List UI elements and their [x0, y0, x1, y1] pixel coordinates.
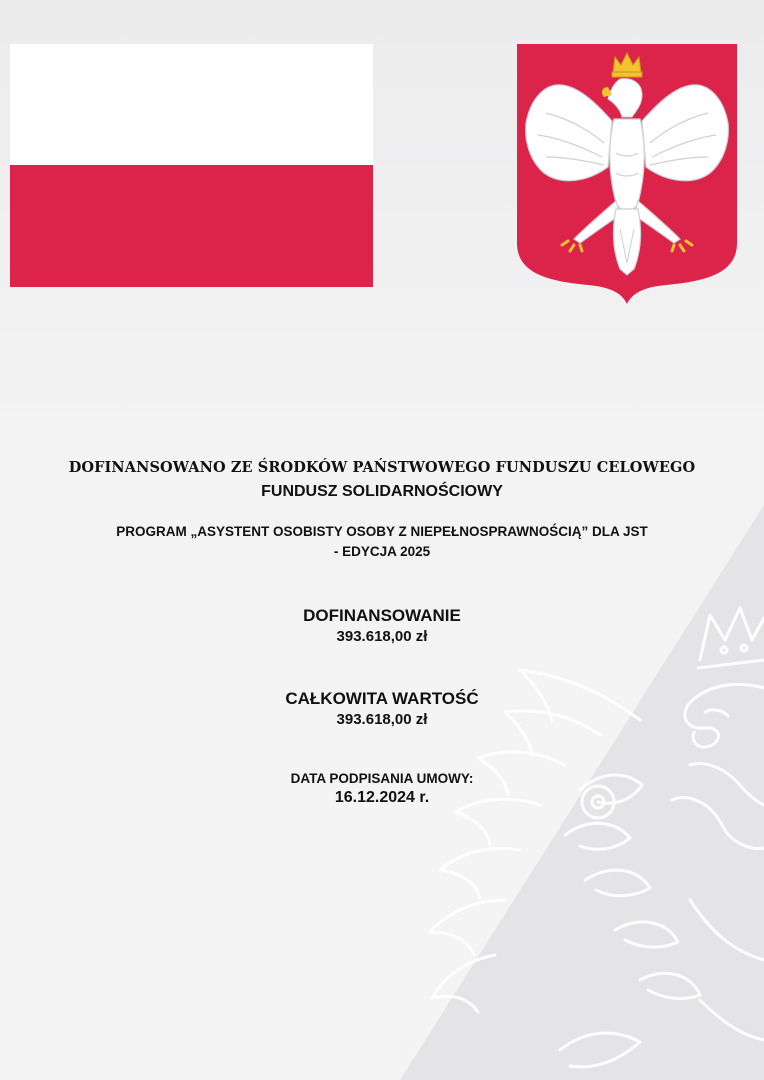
total-value-amount: 393.618,00 zł: [336, 711, 428, 728]
funding-label: DOFINANSOWANIE: [303, 606, 461, 625]
flag-red-stripe: [10, 165, 373, 287]
program-title: [0, 522, 764, 562]
total-value-label: CAŁKOWITA WARTOŚĆ: [285, 689, 479, 708]
poland-flag-icon: [10, 44, 373, 287]
signing-date-value: 16.12.2024 r.: [334, 789, 430, 806]
program-title-line1: PROGRAM „ASYSTENT OSOBISTY OSOBY Z NIEPEŁNOSPRAWNOŚCIĄ” DLA JST: [116, 524, 648, 539]
fund-name: FUNDUSZ SOLIDARNOŚCIOWY: [261, 483, 503, 500]
funding-source-heading: DOFINANSOWANO ZE ŚRODKÓW PAŃSTWOWEGO FUNDUSZU CELOWEGO: [68, 459, 696, 476]
signing-date-label: DATA PODPISANIA UMOWY:: [290, 771, 474, 786]
program-title-line2: - EDYCJA 2025: [333, 544, 431, 559]
flag-white-stripe: [10, 44, 373, 165]
funding-amount: 393.618,00 zł: [336, 628, 428, 645]
white-eagle-emblem-icon: [516, 43, 738, 305]
